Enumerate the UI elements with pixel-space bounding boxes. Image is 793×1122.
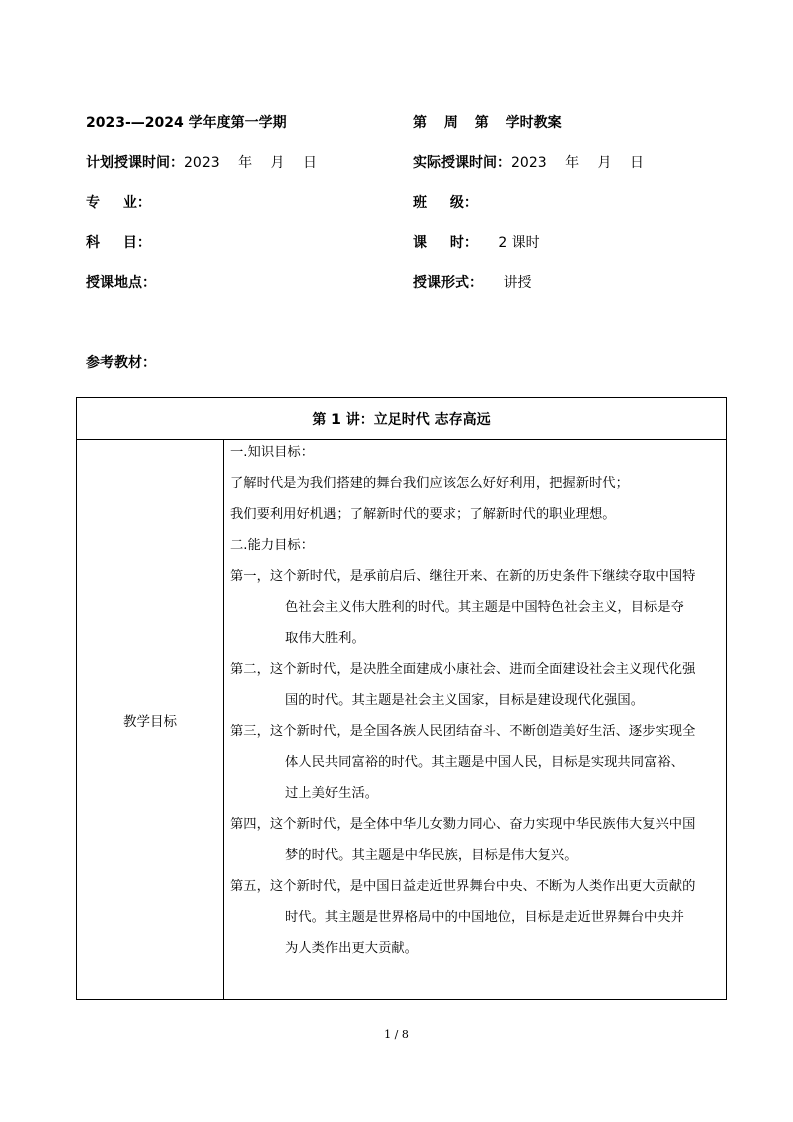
hours-field xyxy=(413,232,540,254)
page-number: 1 / 8 xyxy=(384,1028,409,1041)
hours-label: 课 时： xyxy=(413,235,478,251)
reference-label: 参考教材： xyxy=(86,355,156,371)
objective-line: 我们要利用好机遇；了解新时代的要求；了解新时代的职业理想。 xyxy=(230,507,616,522)
objective-line: 二.能力目标： xyxy=(230,538,315,553)
format-field xyxy=(413,272,531,294)
class-label: 班 级： xyxy=(413,195,478,211)
objective-line: 第五，这个新时代，是中国日益走近世界舞台中央、不断为人类作出更大贡献的 xyxy=(230,879,696,894)
objectives-content xyxy=(224,440,724,999)
objective-line: 色社会主义伟大胜利的时代。其主题是中国特色社会主义，目标是夺 xyxy=(285,600,684,615)
planned-time-label: 计划授课时间： xyxy=(86,155,184,171)
format-value: 讲授 xyxy=(503,275,532,291)
objective-line: 第四，这个新时代，是全体中华儿女勠力同心、奋力实现中华民族伟大复兴中国 xyxy=(230,817,696,832)
objective-line: 第一，这个新时代，是承前启后、继往开来、在新的历史条件下继续夺取中国特 xyxy=(230,569,696,584)
location-label: 授课地点： xyxy=(86,275,156,291)
objective-line: 一.知识目标： xyxy=(230,445,315,460)
planned-time-field xyxy=(86,152,317,174)
actual-time-value: 2023 年 月 日 xyxy=(511,155,644,171)
subject-label: 科 目： xyxy=(86,235,151,251)
objective-line: 体人民共同富裕的时代。其主题是中国人民，目标是实现共同富裕、 xyxy=(285,755,684,770)
objective-line: 国的时代。其主题是社会主义国家，目标是建设现代化强国。 xyxy=(285,693,645,708)
lesson-title: 第 1 讲：立足时代 志存高远 xyxy=(77,398,726,440)
lesson-table xyxy=(76,397,727,1000)
objective-line: 时代。其主题是世界格局中的中国地位，目标是走近世界舞台中央并 xyxy=(285,910,684,925)
format-label: 授课形式： xyxy=(413,275,483,291)
objective-line: 过上美好生活。 xyxy=(285,786,379,801)
lesson-plan-heading: 第 周 第 学时教案 xyxy=(413,115,562,131)
actual-time-field xyxy=(413,152,644,174)
actual-time-label: 实际授课时间： xyxy=(413,155,511,171)
teaching-objectives-label: 教学目标 xyxy=(77,440,224,999)
major-label: 专 业： xyxy=(86,195,151,211)
semester-heading: 2023-—2024 学年度第一学期 xyxy=(86,115,287,131)
objective-line: 第二，这个新时代，是决胜全面建成小康社会、进而全面建设社会主义现代化强 xyxy=(230,662,696,677)
objective-line: 第三，这个新时代，是全国各族人民团结奋斗、不断创造美好生活、逐步实现全 xyxy=(230,724,696,739)
objective-line: 梦的时代。其主题是中华民族，目标是伟大复兴。 xyxy=(285,848,578,863)
hours-value: 2 课时 xyxy=(498,235,540,251)
document-header xyxy=(0,0,793,300)
objective-line: 取伟大胜利。 xyxy=(285,631,365,646)
objective-line: 为人类作出更大贡献。 xyxy=(285,941,418,956)
objective-line: 了解时代是为我们搭建的舞台我们应该怎么好好利用，把握新时代； xyxy=(230,476,629,491)
planned-time-value: 2023 年 月 日 xyxy=(184,155,317,171)
